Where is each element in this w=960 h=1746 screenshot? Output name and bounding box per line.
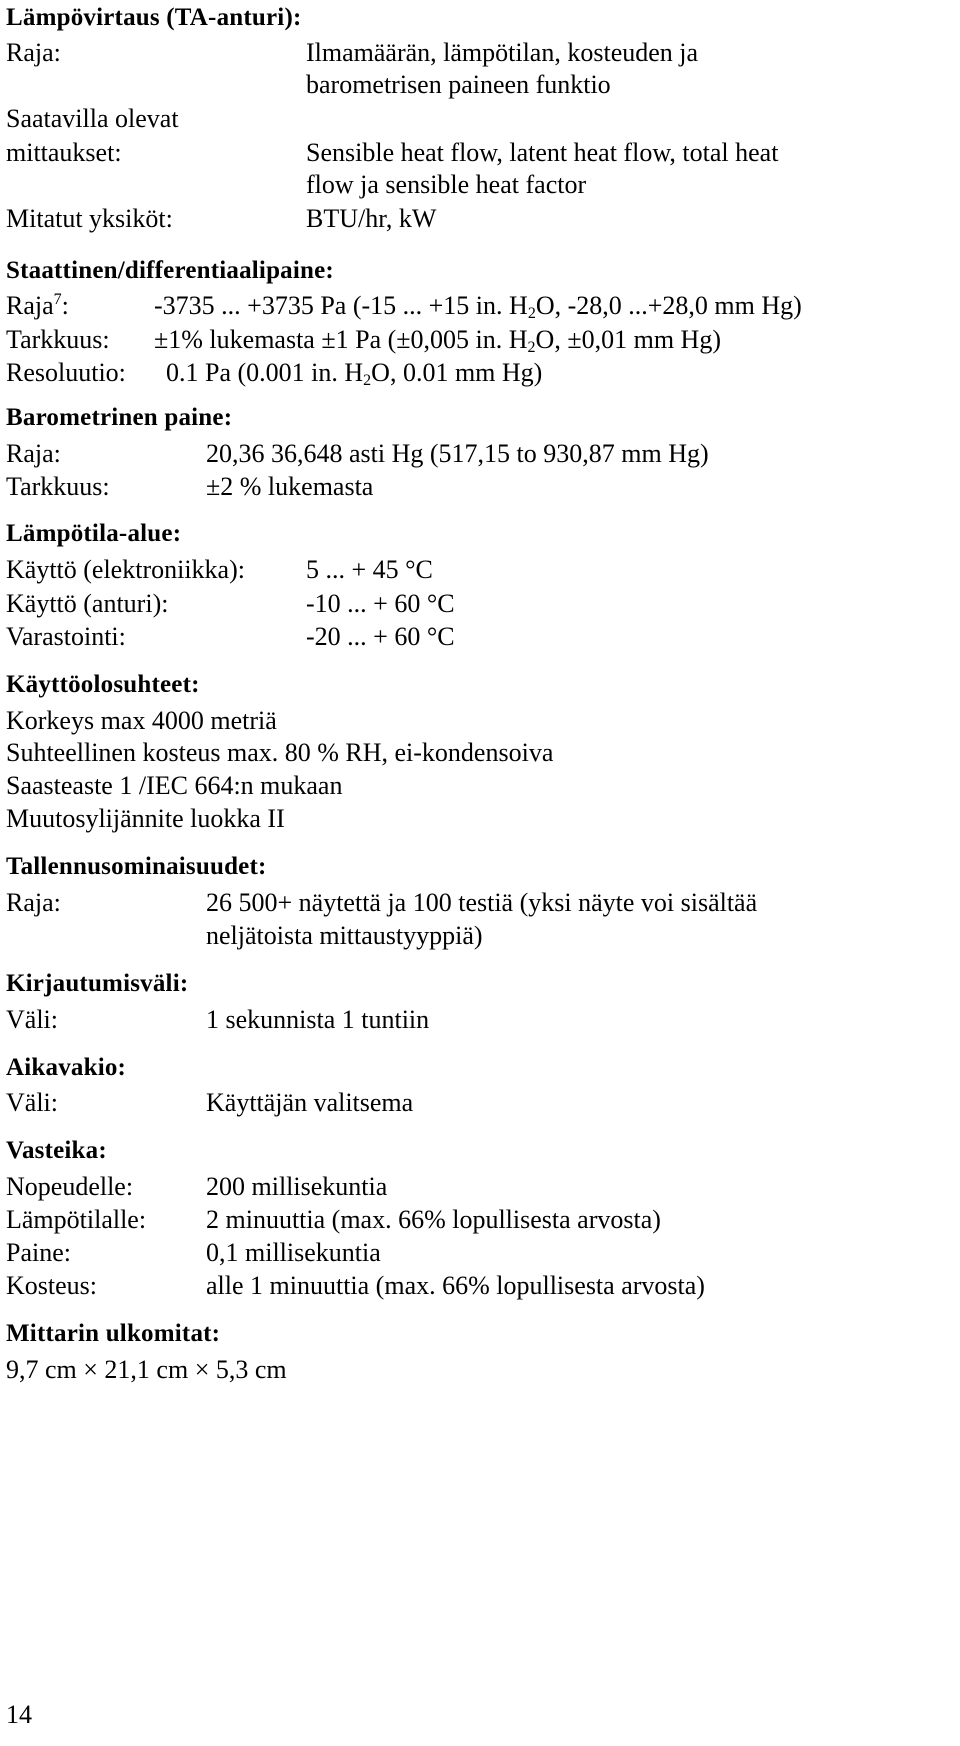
operating-condition-line: Saasteaste 1 /IEC 664:n mukaan: [6, 771, 343, 800]
response-row-label: Lämpötilalle:: [6, 1205, 147, 1234]
static-accuracy-label: Tarkkuus:: [6, 325, 110, 354]
units-value: BTU/hr, kW: [306, 204, 437, 233]
static-range-value-a: -3735 ... +3735 Pa (-15 ... +15 in. H: [154, 291, 528, 320]
barometric-heading: Barometrinen paine:: [6, 404, 233, 431]
operating-condition-line: Muutosylijännite luokka II: [6, 804, 285, 833]
logging-interval-heading: Kirjautumisväli:: [6, 970, 189, 997]
temp-row-label: Varastointi:: [6, 622, 126, 651]
response-row-value: 200 millisekuntia: [206, 1172, 388, 1201]
static-accuracy-value-b: O, ±0,01 mm Hg): [535, 325, 721, 354]
available-line2: flow ja sensible heat factor: [306, 170, 587, 199]
temp-row-label: Käyttö (anturi):: [6, 589, 169, 618]
static-resolution-value: [166, 358, 542, 388]
available-label-line1: Saatavilla olevat: [6, 104, 179, 133]
temp-row-value: 5 ... + 45 °C: [306, 555, 433, 584]
response-time-heading: Vasteika:: [6, 1137, 107, 1164]
heat-flow-range-label: Raja:: [6, 38, 61, 67]
time-constant-heading: Aikavakio:: [6, 1054, 127, 1081]
static-range-value: [154, 291, 802, 321]
available-label-line2: mittaukset:: [6, 138, 122, 167]
response-row-label: Kosteus:: [6, 1271, 97, 1300]
heat-flow-range-line1: Ilmamäärän, lämpötilan, kosteuden ja: [306, 38, 699, 67]
response-row-value: 0,1 millisekuntia: [206, 1238, 381, 1267]
dimensions-value: 9,7 cm × 21,1 cm × 5,3 cm: [6, 1355, 287, 1384]
temp-row-value: -10 ... + 60 °C: [306, 589, 455, 618]
dimensions-heading: Mittarin ulkomitat:: [6, 1320, 221, 1347]
static-accuracy-value-a: ±1% lukemasta ±1 Pa (±0,005 in. H: [154, 325, 528, 354]
static-resolution-value-sub: 2: [363, 372, 372, 389]
static-resolution-label: Resoluutio:: [6, 358, 126, 387]
barometric-accuracy-value: ±2 % lukemasta: [206, 472, 374, 501]
response-row-value: 2 minuuttia (max. 66% lopullisesta arvosta): [206, 1205, 661, 1234]
time-constant-value: Käyttäjän valitsema: [206, 1088, 414, 1117]
static-pressure-heading: Staattinen/differentiaalipaine:: [6, 257, 334, 284]
page-number: 14: [6, 1700, 32, 1729]
available-line1: Sensible heat flow, latent heat flow, total heat: [306, 138, 779, 167]
static-resolution-value-a: 0.1 Pa (0.001 in. H: [166, 358, 364, 387]
barometric-range-value: 20,36 36,648 asti Hg (517,15 to 930,87 mm Hg): [206, 439, 709, 468]
response-row-value: alle 1 minuuttia (max. 66% lopullisesta arvosta): [206, 1271, 705, 1300]
temperature-range-heading: Lämpötila-alue:: [6, 520, 182, 547]
storage-range-label: Raja:: [6, 888, 61, 917]
response-row-label: Nopeudelle:: [6, 1172, 134, 1201]
heat-flow-range-line2: barometrisen paineen funktio: [306, 70, 611, 99]
storage-range-line2: neljätoista mittaustyyppiä): [206, 921, 483, 950]
heat-flow-heading: Lämpövirtaus (TA-anturi):: [6, 4, 302, 31]
storage-range-line1: 26 500+ näytettä ja 100 testiä (yksi näyte voi sisältää: [206, 888, 758, 917]
static-range-value-sub: 2: [527, 305, 536, 322]
temp-row-label: Käyttö (elektroniikka):: [6, 555, 245, 584]
static-range-label-text: Raja: [6, 291, 54, 320]
barometric-range-label: Raja:: [6, 439, 61, 468]
operating-condition-line: Korkeys max 4000 metriä: [6, 706, 277, 735]
response-row-label: Paine:: [6, 1238, 71, 1267]
units-label: Mitatut yksiköt:: [6, 204, 173, 233]
static-resolution-value-b: O, 0.01 mm Hg): [371, 358, 543, 387]
time-constant-label: Väli:: [6, 1088, 58, 1117]
footnote-marker: 7: [53, 291, 62, 308]
barometric-accuracy-label: Tarkkuus:: [6, 472, 110, 501]
temp-row-value: -20 ... + 60 °C: [306, 622, 455, 651]
storage-heading: Tallennusominaisuudet:: [6, 853, 267, 880]
static-range-label: [6, 291, 69, 321]
operating-condition-line: Suhteellinen kosteus max. 80 % RH, ei-kondensoiva: [6, 738, 554, 767]
static-range-value-b: O, -28,0 ...+28,0 mm Hg): [535, 291, 802, 320]
logging-interval-label: Väli:: [6, 1005, 58, 1034]
static-range-label-colon: :: [61, 291, 69, 320]
logging-interval-value: 1 sekunnista 1 tuntiin: [206, 1005, 430, 1034]
static-accuracy-value: [154, 325, 721, 355]
static-accuracy-value-sub: 2: [527, 339, 536, 356]
operating-conditions-heading: Käyttöolosuhteet:: [6, 671, 200, 698]
